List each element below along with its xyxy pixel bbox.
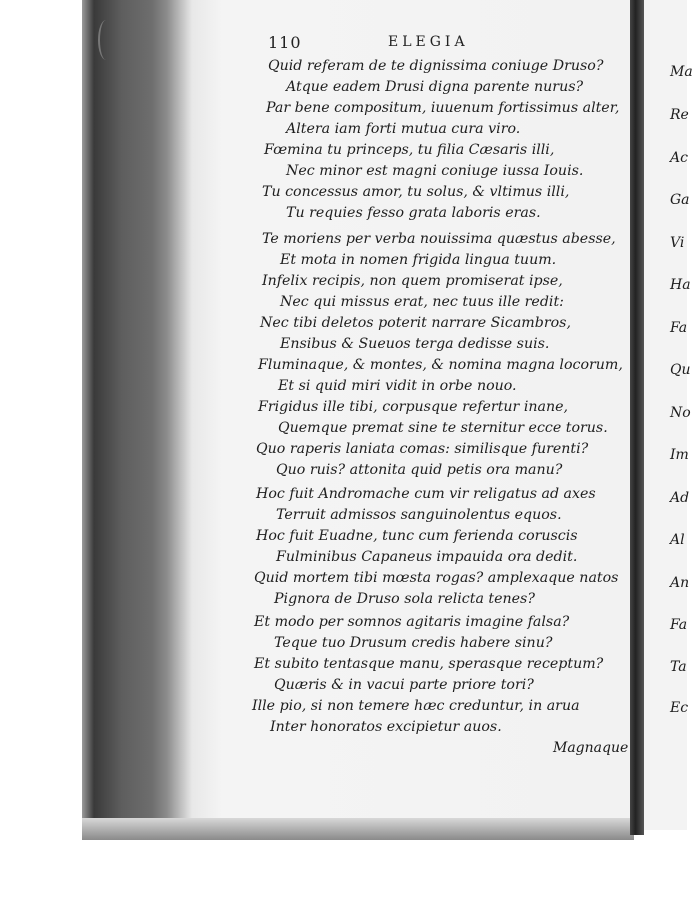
facing-page-fragment: Ma (670, 64, 693, 80)
verse-line: Par bene compositum, iuuenum fortissimus alter, (266, 100, 620, 116)
verse-line: Altera iam forti mutua cura viro. (286, 121, 521, 137)
verse-line: Quo ruis? attonita quid petis ora manu? (276, 462, 563, 478)
verse-line: Et mota in nomen frigida lingua tuum. (280, 252, 557, 268)
catchword: Magnaque (553, 740, 629, 756)
facing-page-fragment: Fa (670, 320, 688, 336)
verse-line: Et modo per somnos agitaris imagine falsa? (254, 614, 570, 630)
verse-line: Fœmina tu princeps, tu filia Cæsaris illi, (264, 142, 555, 158)
facing-page-fragment: Im (670, 447, 689, 463)
verse-line: Te moriens per verba nouissima quæstus abesse, (262, 231, 616, 247)
verse-line: Pignora de Druso sola relicta tenes? (274, 591, 535, 607)
facing-page-fragment: No (670, 405, 691, 421)
verse-line: Hoc fuit Euadne, tunc cum ferienda coruscis (256, 528, 578, 544)
facing-page-fragment: Ac (670, 150, 688, 166)
facing-page-fragment: Ec (670, 700, 689, 716)
facing-page (644, 0, 693, 830)
book-gutter (630, 0, 644, 835)
verse-line: Quid mortem tibi mœsta rogas? amplexaque natos (254, 570, 619, 586)
facing-page-fragment: Fa (670, 617, 688, 633)
verse-line: Tu concessus amor, tu solus, & vltimus illi, (262, 184, 570, 200)
page-bottom-edge (82, 818, 634, 840)
running-head: ELEGIA (388, 34, 469, 50)
facing-page-fragment: An (670, 575, 690, 591)
verse-line: Hoc fuit Andromache cum vir religatus ad axes (256, 486, 596, 502)
verse-line: Atque eadem Drusi digna parente nurus? (286, 79, 584, 95)
verse-line: Ille pio, si non temere hæc creduntur, in arua (252, 698, 580, 714)
verse-line: Quemque premat sine te sternitur ecce torus. (278, 420, 608, 436)
verse-line: Quo raperis laniata comas: similisque furenti? (256, 441, 589, 457)
facing-page-fragment: Al (670, 532, 685, 548)
facing-page-fragment: Ta (670, 659, 687, 675)
verse-line: Nec qui missus erat, nec tuus ille redit: (280, 294, 564, 310)
facing-page-fragment: Ga (670, 192, 690, 208)
verse-line: Nec tibi deletos poterit narrare Sicambros, (260, 315, 571, 331)
verse-line: Fulminibus Capaneus impauida ora dedit. (276, 549, 578, 565)
verse-line: Terruit admissos sanguinolentus equos. (276, 507, 562, 523)
verse-line: Frigidus ille tibi, corpusque refertur inane, (258, 399, 568, 415)
verse-line: Tu requies fesso grata laboris eras. (286, 205, 541, 221)
page-header (0, 33, 687, 53)
verse-line: Et subito tentasque manu, sperasque receptum? (254, 656, 604, 672)
verse-line: Nec minor est magni coniuge iussa Iouis. (286, 163, 584, 179)
verse-line: Teque tuo Drusum credis habere sinu? (274, 635, 553, 651)
facing-page-fragment: Qu (670, 362, 691, 378)
verse-line: Quæris & in vacui parte priore tori? (274, 677, 534, 693)
verse-line: Inter honoratos excipietur auos. (270, 719, 502, 735)
facing-page-fragment: Re (670, 107, 689, 123)
verse-line: Et si quid miri vidit in orbe nouo. (278, 378, 517, 394)
facing-page-fragment: Ad (670, 490, 690, 506)
page-number: 110 (268, 33, 302, 52)
facing-page-fragment: Ha (670, 277, 691, 293)
verse-line: Ensibus & Sueuos terga dedisse suis. (280, 336, 550, 352)
verse-line: Fluminaque, & montes, & nomina magna locorum, (258, 357, 623, 373)
facing-page-fragment: Vi (670, 235, 685, 251)
verse-line: Infelix recipis, non quem promiserat ipse, (262, 273, 563, 289)
verse-line: Quid referam de te dignissima coniuge Druso? (268, 58, 604, 74)
